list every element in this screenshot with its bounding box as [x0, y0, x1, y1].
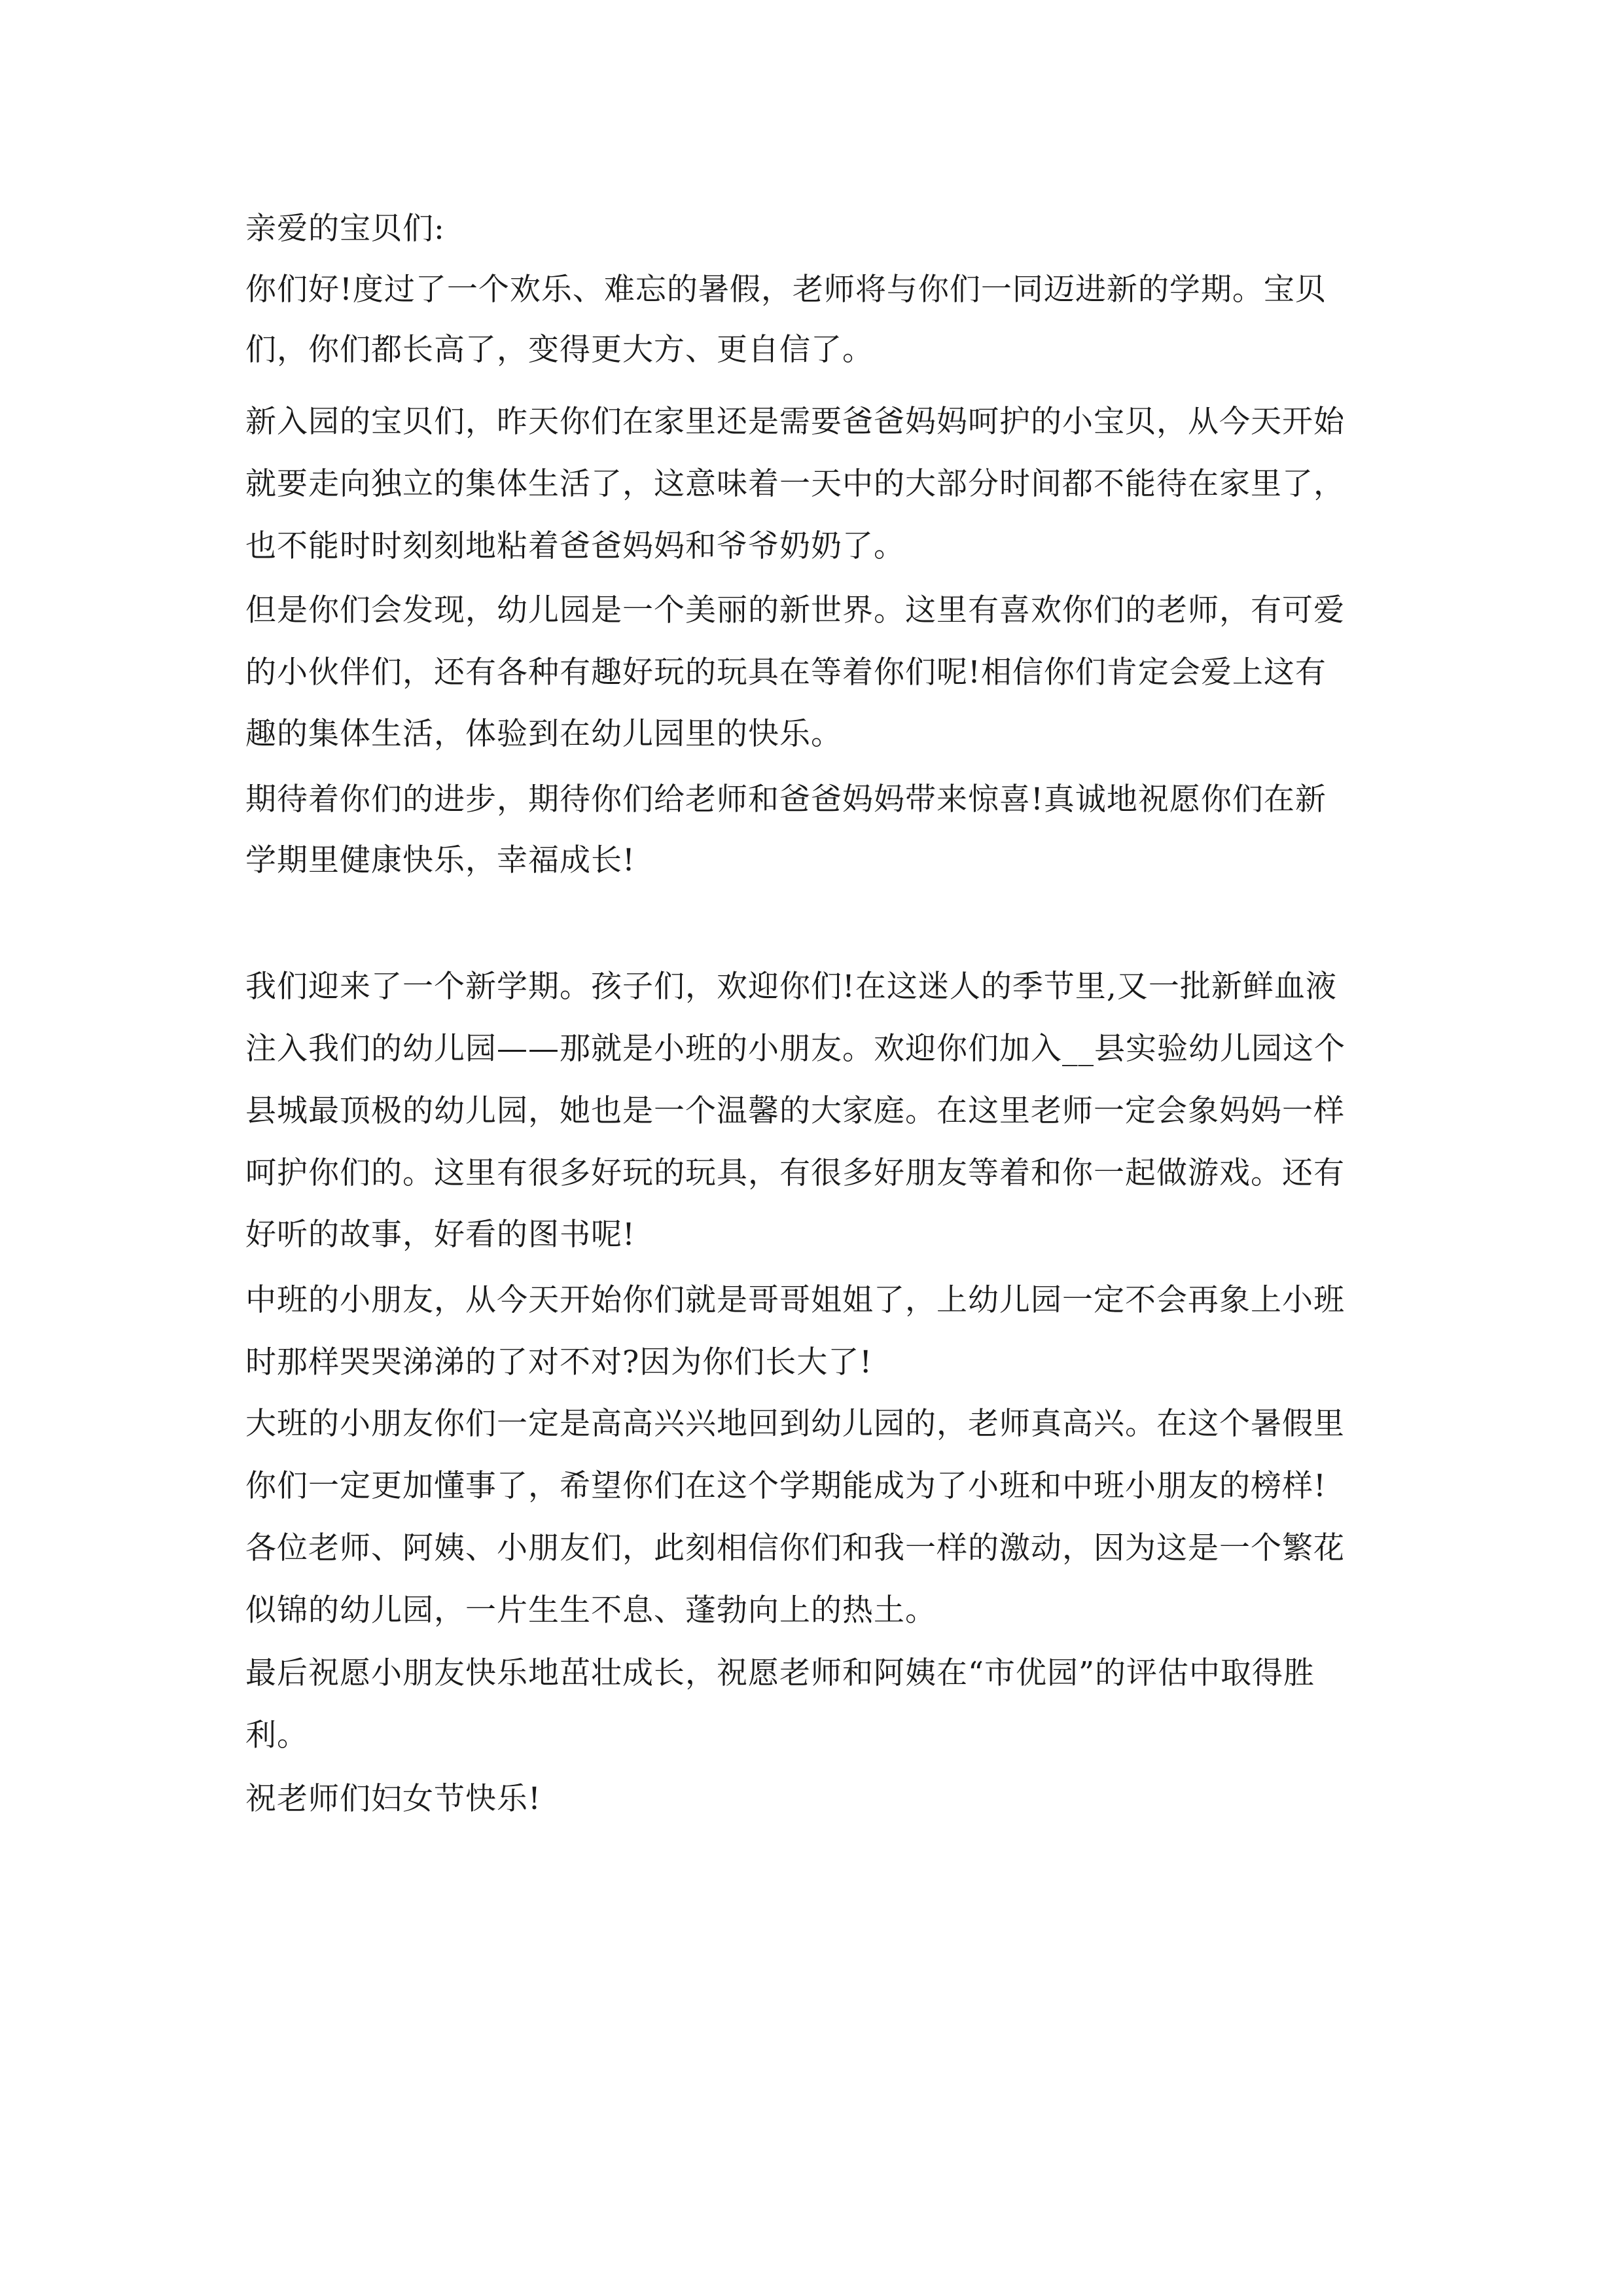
text-line: 大班的小朋友你们一定是高高兴兴地回到幼儿园的，老师真高兴。在这个暑假里 [245, 1406, 1345, 1442]
text-line: 新入园的宝贝们，昨天你们在家里还是需要爸爸妈妈呵护的小宝贝，从今天开始 [245, 404, 1345, 440]
text-line: 们，你们都长高了，变得更大方、更自信了。 [245, 332, 874, 368]
closing-line: 祝老师们妇女节快乐! [245, 1781, 541, 1817]
text-line: 也不能时时刻刻地粘着爸爸妈妈和爷爷奶奶了。 [245, 528, 905, 564]
text-line: 但是你们会发现，幼儿园是一个美丽的新世界。这里有喜欢你们的老师，有可爱 [245, 592, 1345, 628]
text-line: 学期里健康快乐，幸福成长! [245, 842, 635, 878]
text-line: 各位老师、阿姨、小朋友们，此刻相信你们和我一样的激动，因为这是一个繁花 [245, 1530, 1345, 1566]
text-line: 的小伙伴们，还有各种有趣好玩的玩具在等着你们呢!相信你们肯定会爱上这有 [245, 655, 1327, 691]
text-line: 你们一定更加懂事了，希望你们在这个学期能成为了小班和中班小朋友的榜样! [245, 1468, 1327, 1504]
text-line: 注入我们的幼儿园——那就是小班的小朋友。欢迎你们加入__县实验幼儿园这个 [245, 1031, 1346, 1067]
text-line: 期待着你们的进步，期待你们给老师和爸爸妈妈带来惊喜!真诚地祝愿你们在新 [245, 781, 1327, 817]
text-line: 时那样哭哭涕涕的了对不对?因为你们长大了! [245, 1344, 873, 1380]
text-line: 似锦的幼儿园，一片生生不息、蓬勃向上的热土。 [245, 1592, 936, 1628]
text-line: 我们迎来了一个新学期。孩子们，欢迎你们!在这迷人的季节里,又一批新鲜血液 [245, 969, 1337, 1005]
greeting-line: 亲爱的宝贝们: [245, 211, 445, 247]
text-line: 县城最顶极的幼儿园，她也是一个温馨的大家庭。在这里老师一定会象妈妈一样 [245, 1093, 1345, 1129]
text-line: 就要走向独立的集体生活了，这意味着一天中的大部分时间都不能待在家里了， [245, 466, 1345, 502]
text-line: 中班的小朋友，从今天开始你们就是哥哥姐姐了，上幼儿园一定不会再象上小班 [245, 1282, 1345, 1318]
text-line: 你们好!度过了一个欢乐、难忘的暑假，老师将与你们一同迈进新的学期。宝贝 [245, 272, 1327, 308]
text-line: 趣的集体生活，体验到在幼儿园里的快乐。 [245, 716, 842, 752]
text-line: 呵护你们的。这里有很多好玩的玩具，有很多好朋友等着和你一起做游戏。还有 [245, 1155, 1345, 1191]
text-line: 利。 [245, 1717, 308, 1753]
text-line: 最后祝愿小朋友快乐地茁壮成长，祝愿老师和阿姨在“市优园”的评估中取得胜 [245, 1655, 1315, 1691]
text-line: 好听的故事，好看的图书呢! [245, 1217, 635, 1253]
